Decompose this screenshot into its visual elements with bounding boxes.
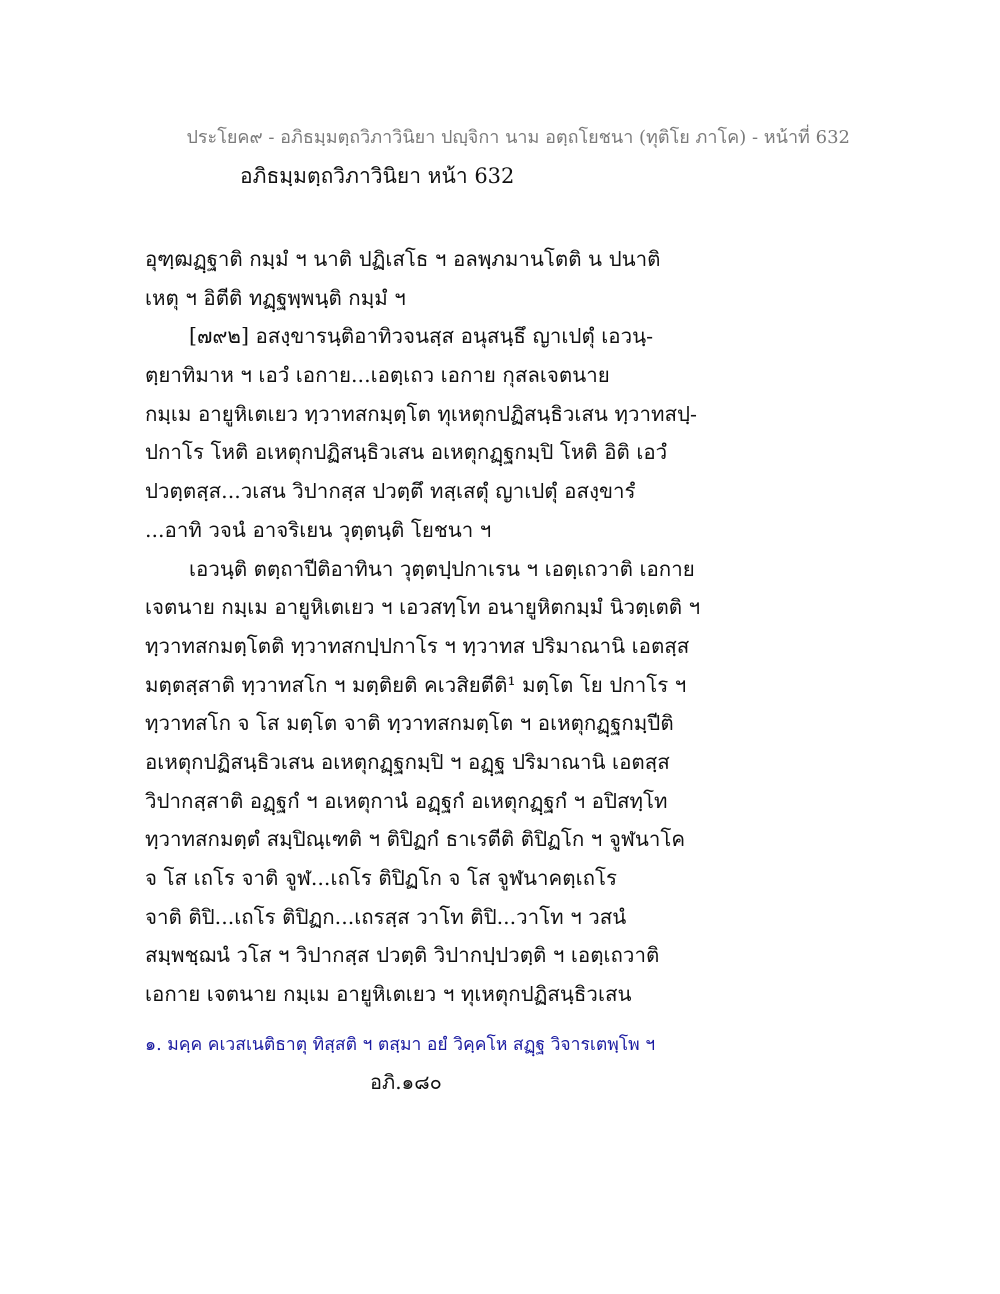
text-line: อเหตุกปฏิสนฺธิวเสน อเหตุกฏฺฐกมฺปิ ฯ อฏฺฐ ปริมาณานิ เอตสฺส [145,749,670,774]
text-line: ปวตฺตสฺส...วเสน วิปากสฺส ปวตฺตึ ทสฺเสตุํ ญาเปตุํ อสงฺขารํ [145,479,636,504]
text-line: ปกาโร โหติ อเหตุกปฏิสนฺธิวเสน อเหตุกฏฺฐกมฺปิ โหติ อิติ เอวํ [145,440,668,465]
text-line: ทฺวาทสกมตฺโตติ ทฺวาทสกปฺปกาโร ฯ ทฺวาทส ปริมาณานิ เอตสฺส [145,633,690,658]
body-text [145,240,725,1014]
text-line: วิปากสฺสาติ อฏฺฐกํ ฯ อเหตุกานํ อฏฺฐกํ อเหตุกฏฺฐกํ ฯ อปิสทฺโท [145,788,668,813]
text-line: มตฺตสฺสาติ ทฺวาทสโก ฯ มตฺติยติ คเวสิยตีติ¹ มตฺโต โย ปกาโร ฯ [145,672,687,697]
text-line: เจตนาย กมฺเม อายูหิเตเยว ฯ เอวสทฺโท อนายูหิตกมฺมํ นิวตฺเตติ ฯ [145,595,701,620]
text-line: เอกาย เจตนาย กมฺเม อายูหิเตเยว ฯ ทุเหตุกปฏิสนฺธิวเสน [145,982,632,1007]
text-line: ตฺยาทิมาห ฯ เอวํ เอกาย...เอตฺเถว เอกาย กุสลเจตนาย [145,363,610,388]
text-line: [๗๙๒] อสงฺขารนฺติอาทิวจนสฺส อนุสนฺธึ ญาเปตุํ เอวนฺ- [189,324,654,349]
footnote: ๑. มคฺค คเวสเนติธาตุ ทิสฺสติ ฯ ตสฺมา อยํ วิคฺคโห สฏฺฐ วิจารเตพฺโพ ฯ [145,1035,656,1055]
text-line: เอวนฺติ ตตฺถาปีติอาทินา วุตฺตปฺปกาเรน ฯ เอตฺเถวาติ เอกาย [189,556,695,581]
text-line: อุฑฺฒฏฺฐาติ กมฺมํ ฯ นาติ ปฏิเสโธ ฯ อลพฺภมานโตติ น ปนาติ [145,247,661,271]
text-line: สมฺพชฺฌนํ วโส ฯ วิปากสฺส ปวตฺติ วิปากปฺปวตฺติ ฯ เอตฺเถวาติ [145,943,660,968]
page-signature: อภิ.๑๘๐ [370,1070,442,1094]
text-line: เหตุ ฯ อิตีติ ทฏฺฐพฺพนฺติ กมฺมํ ฯ [145,285,406,310]
text-line: กมฺเม อายูหิเตเยว ทฺวาทสกมฺตฺโต ทุเหตุกปฏิสนฺธิวเสน ทฺวาทสปฺ- [145,401,697,426]
text-line: ...อาทิ วจนํ อาจริเยน วุตฺตนฺติ โยชนา ฯ [145,517,492,542]
text-line: จาติ ติปิ...เถโร ติปิฏก...เถรสฺส วาโท ติปิ...วาโท ฯ วสนํ [145,904,627,929]
text-line: ทฺวาทสกมตฺตํ สมฺปิณฺเฑติ ฯ ติปิฏกํ ธาเรตีติ ติปิฏโก ฯ จูฬนาโค [145,827,686,852]
text-line: ทฺวาทสโก จ โส มตฺโต จาติ ทฺวาทสกมตฺโต ฯ อเหตุกฏฺฐกมฺปีติ [145,711,674,736]
text-line: จ โส เถโร จาติ จูฬ...เถโร ติปิฏโก จ โส จูฬนาคตฺเถโร [145,866,618,890]
running-header: ประโยค๙ - อภิธมฺมตฺถวิภาวินิยา ปญฺจิกา นาม อตฺถโยชนา (ทุติโย ภาโค) - หน้าที่ 632 [186,127,850,148]
page-heading: อภิธมฺมตฺถวิภาวินิยา หน้า 632 [240,164,515,188]
